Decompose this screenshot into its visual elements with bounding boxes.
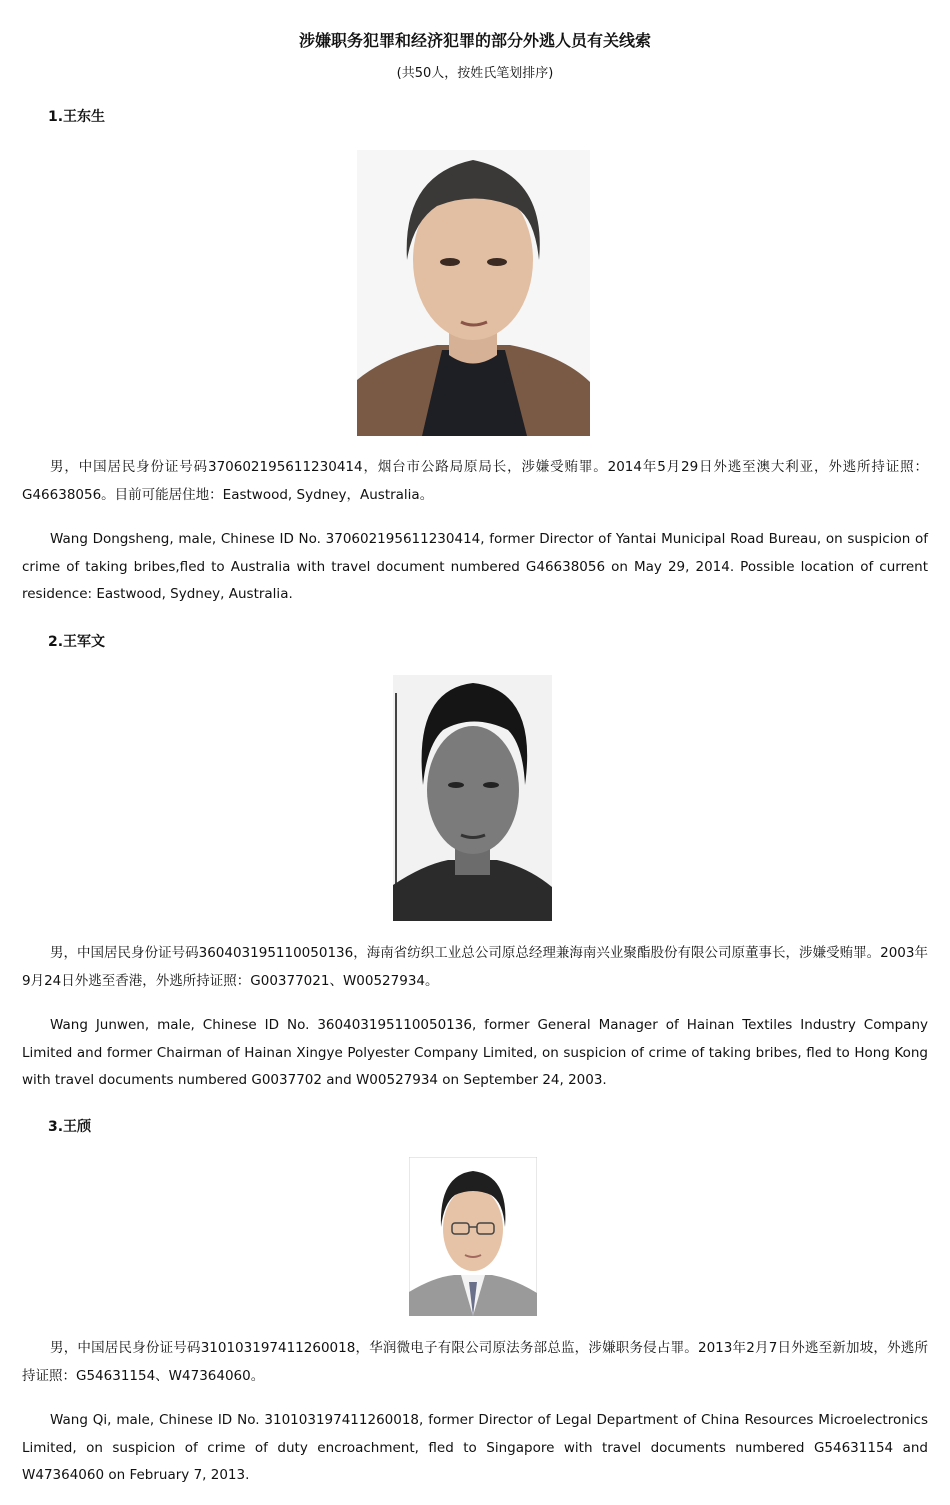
person-description-en: Wang Dongsheng, male, Chinese ID No. 370602195611230414, former Director of Yantai Municipal Road Bureau, on suspicion of crime of taking bribes,fled to Australia with travel document numbered G46638056 on May 29, 2014. Possible location of current residence: Eastwood, Sydney, Australia. <box>22 531 928 602</box>
person-heading: 2.王军文 <box>48 634 106 650</box>
document-subtitle: (共50人，按姓氏笔划排序) <box>396 66 554 81</box>
person-photo <box>393 675 552 921</box>
person-heading: 1.王东生 <box>48 109 106 125</box>
person-description-zh: 男，中国居民身份证号码360403195110050136，海南省纺织工业总公司原总经理兼海南兴业聚酯股份有限公司原董事长，涉嫌受贿罪。2003年9月24日外逃至香港，外逃所持证照：G00377021、W00527934。 <box>22 945 928 989</box>
person-description-zh: 男，中国居民身份证号码310103197411260018，华润微电子有限公司原法务部总监，涉嫌职务侵占罪。2013年2月7日外逃至新加坡，外逃所持证照：G54631154、W47364060。 <box>22 1340 928 1384</box>
person-description-en: Wang Junwen, male, Chinese ID No. 360403195110050136, former General Manager of Hainan Textiles Industry Company Limited and former Chairman of Hainan Xingye Polyester Company Limited, on suspicion of crime of taking bribes, fled to Hong Kong with travel documents numbered G0037702 and W00527934 on September 24, 2003. <box>22 1017 928 1088</box>
person-photo <box>409 1157 537 1316</box>
person-description-zh: 男，中国居民身份证号码370602195611230414，烟台市公路局原局长，涉嫌受贿罪。2014年5月29日外逃至澳大利亚，外逃所持证照：G46638056。目前可能居住地：Eastwood, Sydney，Australia。 <box>22 459 928 503</box>
person-photo <box>357 150 590 436</box>
person-heading: 3.王颀 <box>48 1119 92 1135</box>
document-title: 涉嫌职务犯罪和经济犯罪的部分外逃人员有关线索 <box>298 31 651 50</box>
person-description-en: Wang Qi, male, Chinese ID No. 310103197411260018, former Director of Legal Department of China Resources Microelectronics Limited, on suspicion of crime of duty encroachment, fled to Singapore with travel documents numbered G54631154 and W47364060 on February 7, 2013. <box>22 1412 928 1483</box>
